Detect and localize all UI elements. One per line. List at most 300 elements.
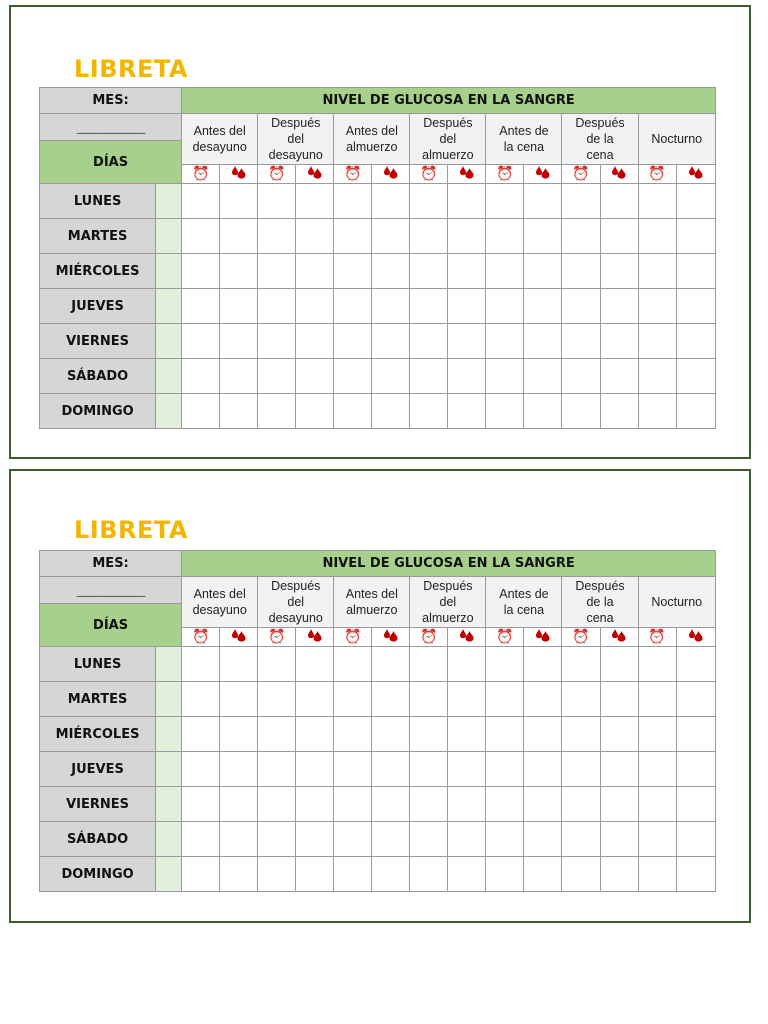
time-entry-cell[interactable]	[334, 254, 372, 289]
day-marker-cell[interactable]	[156, 717, 182, 752]
time-entry-cell[interactable]	[486, 752, 524, 787]
glucose-entry-cell[interactable]	[372, 787, 410, 822]
time-entry-cell[interactable]	[486, 219, 524, 254]
time-entry-cell[interactable]	[258, 752, 296, 787]
time-entry-cell[interactable]	[258, 787, 296, 822]
glucose-entry-cell[interactable]	[676, 359, 715, 394]
day-marker-cell[interactable]	[156, 787, 182, 822]
glucose-entry-cell[interactable]	[524, 219, 562, 254]
glucose-entry-cell[interactable]	[600, 219, 638, 254]
time-entry-cell[interactable]	[182, 359, 220, 394]
glucose-entry-cell[interactable]	[220, 717, 258, 752]
time-column-head	[486, 165, 524, 184]
blood-drop-icon	[535, 628, 551, 642]
glucose-entry-cell[interactable]	[448, 289, 486, 324]
glucose-entry-cell[interactable]	[372, 717, 410, 752]
time-entry-cell[interactable]	[486, 184, 524, 219]
glucose-entry-cell[interactable]	[524, 822, 562, 857]
meal-header	[486, 114, 562, 165]
time-entry-cell[interactable]	[562, 359, 600, 394]
time-entry-cell[interactable]	[562, 219, 600, 254]
glucose-entry-cell[interactable]	[600, 289, 638, 324]
glucose-entry-cell[interactable]	[220, 289, 258, 324]
day-row	[40, 184, 716, 219]
glucose-entry-cell[interactable]	[296, 857, 334, 892]
glucose-entry-cell[interactable]	[296, 359, 334, 394]
time-entry-cell[interactable]	[562, 647, 600, 682]
glucose-entry-cell[interactable]	[448, 717, 486, 752]
day-marker-cell[interactable]	[156, 184, 182, 219]
time-entry-cell[interactable]	[410, 752, 448, 787]
glucose-entry-cell[interactable]	[676, 219, 715, 254]
day-marker-cell[interactable]	[156, 219, 182, 254]
day-marker-cell[interactable]	[156, 857, 182, 892]
days-label: DÍAS	[40, 141, 182, 184]
time-entry-cell[interactable]	[562, 857, 600, 892]
blood-drop-icon	[231, 165, 247, 179]
glucose-entry-cell[interactable]	[676, 857, 715, 892]
glucose-entry-cell[interactable]	[448, 787, 486, 822]
day-label: VIERNES	[40, 324, 156, 359]
glucose-entry-cell[interactable]	[448, 857, 486, 892]
glucose-entry-cell[interactable]	[600, 717, 638, 752]
glucose-column-head	[220, 165, 258, 184]
meal-header	[334, 114, 410, 165]
glucose-entry-cell[interactable]	[676, 254, 715, 289]
time-entry-cell[interactable]	[334, 822, 372, 857]
glucose-entry-cell[interactable]	[220, 184, 258, 219]
glucose-entry-cell[interactable]	[448, 324, 486, 359]
glucose-entry-cell[interactable]	[372, 822, 410, 857]
meal-header	[182, 114, 258, 165]
time-entry-cell[interactable]	[182, 184, 220, 219]
time-entry-cell[interactable]	[410, 682, 448, 717]
glucose-log-table	[39, 87, 716, 429]
meal-header-line: Después	[423, 579, 473, 593]
blood-drop-icon	[307, 165, 323, 179]
time-entry-cell[interactable]	[638, 394, 676, 429]
glucose-column-head	[676, 628, 715, 647]
alarm-clock-icon: ⏰	[496, 165, 514, 182]
time-entry-cell[interactable]	[334, 184, 372, 219]
meal-header-line: Antes del	[345, 124, 398, 138]
glucose-entry-cell[interactable]	[220, 394, 258, 429]
glucose-entry-cell[interactable]	[220, 752, 258, 787]
glucose-entry-cell[interactable]	[600, 752, 638, 787]
time-entry-cell[interactable]	[638, 822, 676, 857]
glucose-entry-cell[interactable]	[676, 324, 715, 359]
glucose-entry-cell[interactable]	[372, 324, 410, 359]
blood-drop-icon	[688, 165, 704, 179]
day-label: LUNES	[40, 647, 156, 682]
glucose-entry-cell[interactable]	[524, 857, 562, 892]
glucose-entry-cell[interactable]	[296, 752, 334, 787]
day-label: MIÉRCOLES	[40, 717, 156, 752]
glucose-entry-cell[interactable]	[372, 682, 410, 717]
time-entry-cell[interactable]	[410, 857, 448, 892]
glucose-entry-cell[interactable]	[600, 787, 638, 822]
time-entry-cell[interactable]	[410, 359, 448, 394]
day-marker-cell[interactable]	[156, 394, 182, 429]
time-entry-cell[interactable]	[182, 219, 220, 254]
day-marker-cell[interactable]	[156, 647, 182, 682]
day-row	[40, 254, 716, 289]
glucose-entry-cell[interactable]	[600, 822, 638, 857]
time-entry-cell[interactable]	[182, 394, 220, 429]
meal-header-line: de la	[586, 595, 614, 609]
day-row	[40, 787, 716, 822]
day-row	[40, 717, 716, 752]
glucose-entry-cell[interactable]	[676, 394, 715, 429]
day-label: JUEVES	[40, 752, 156, 787]
blood-drop-icon	[459, 165, 475, 179]
time-entry-cell[interactable]	[410, 184, 448, 219]
glucose-entry-cell[interactable]	[448, 682, 486, 717]
day-marker-cell[interactable]	[156, 254, 182, 289]
time-entry-cell[interactable]	[486, 787, 524, 822]
time-entry-cell[interactable]	[334, 289, 372, 324]
glucose-entry-cell[interactable]	[524, 324, 562, 359]
glucose-entry-cell[interactable]	[220, 647, 258, 682]
glucose-entry-cell[interactable]	[524, 394, 562, 429]
time-entry-cell[interactable]	[562, 324, 600, 359]
glucose-entry-cell[interactable]	[600, 254, 638, 289]
time-entry-cell[interactable]	[638, 857, 676, 892]
day-row	[40, 359, 716, 394]
glucose-entry-cell[interactable]	[676, 184, 715, 219]
time-entry-cell[interactable]	[258, 394, 296, 429]
time-entry-cell[interactable]	[638, 184, 676, 219]
day-label: MARTES	[40, 682, 156, 717]
glucose-entry-cell[interactable]	[600, 394, 638, 429]
meal-header	[410, 114, 486, 165]
day-label: MIÉRCOLES	[40, 254, 156, 289]
alarm-clock-icon: ⏰	[648, 628, 666, 645]
glucose-entry-cell[interactable]	[676, 717, 715, 752]
blood-drop-icon	[459, 628, 475, 642]
time-entry-cell[interactable]	[410, 324, 448, 359]
glucose-entry-cell[interactable]	[600, 184, 638, 219]
blood-drop-icon	[307, 628, 323, 642]
day-row	[40, 822, 716, 857]
alarm-clock-icon: ⏰	[420, 628, 438, 645]
meal-header	[258, 577, 334, 628]
glucose-entry-cell[interactable]	[296, 394, 334, 429]
glucose-entry-cell[interactable]	[372, 219, 410, 254]
glucose-level-header: NIVEL DE GLUCOSA EN LA SANGRE	[182, 551, 716, 577]
glucose-entry-cell[interactable]	[220, 857, 258, 892]
blood-drop-icon	[231, 628, 247, 642]
time-entry-cell[interactable]	[182, 822, 220, 857]
time-entry-cell[interactable]	[638, 682, 676, 717]
time-entry-cell[interactable]	[638, 787, 676, 822]
meal-header-line: de la	[586, 132, 614, 146]
time-entry-cell[interactable]	[182, 324, 220, 359]
glucose-entry-cell[interactable]	[676, 647, 715, 682]
time-entry-cell[interactable]	[486, 359, 524, 394]
time-entry-cell[interactable]	[638, 254, 676, 289]
meal-header	[258, 114, 334, 165]
glucose-entry-cell[interactable]	[372, 359, 410, 394]
glucose-entry-cell[interactable]	[220, 682, 258, 717]
time-entry-cell[interactable]	[486, 324, 524, 359]
meal-header	[486, 577, 562, 628]
time-entry-cell[interactable]	[486, 254, 524, 289]
time-column-head	[182, 165, 220, 184]
time-entry-cell[interactable]	[410, 717, 448, 752]
glucose-entry-cell[interactable]	[372, 394, 410, 429]
glucose-entry-cell[interactable]	[600, 682, 638, 717]
time-entry-cell[interactable]	[182, 254, 220, 289]
glucose-entry-cell[interactable]	[220, 219, 258, 254]
glucose-entry-cell[interactable]	[600, 857, 638, 892]
glucose-entry-cell[interactable]	[524, 647, 562, 682]
glucose-entry-cell[interactable]	[372, 184, 410, 219]
glucose-entry-cell[interactable]	[448, 254, 486, 289]
meal-header	[410, 577, 486, 628]
time-entry-cell[interactable]	[486, 717, 524, 752]
glucose-entry-cell[interactable]	[220, 359, 258, 394]
glucose-entry-cell[interactable]	[600, 324, 638, 359]
time-entry-cell[interactable]	[334, 359, 372, 394]
day-row	[40, 647, 716, 682]
time-entry-cell[interactable]	[258, 359, 296, 394]
time-column-head	[562, 165, 600, 184]
time-entry-cell[interactable]	[258, 647, 296, 682]
alarm-clock-icon: ⏰	[191, 628, 210, 645]
glucose-entry-cell[interactable]	[372, 752, 410, 787]
time-entry-cell[interactable]	[410, 822, 448, 857]
day-label: DOMINGO	[40, 394, 156, 429]
month-label: MES:	[40, 88, 182, 114]
time-entry-cell[interactable]	[258, 184, 296, 219]
glucose-entry-cell[interactable]	[220, 254, 258, 289]
time-entry-cell[interactable]	[258, 254, 296, 289]
alarm-clock-icon: ⏰	[344, 628, 362, 645]
glucose-entry-cell[interactable]	[524, 787, 562, 822]
time-entry-cell[interactable]	[562, 822, 600, 857]
time-entry-cell[interactable]	[486, 289, 524, 324]
day-marker-cell[interactable]	[156, 324, 182, 359]
meal-header-line: cena	[586, 148, 614, 162]
alarm-clock-icon: ⏰	[420, 165, 438, 182]
time-entry-cell[interactable]	[258, 857, 296, 892]
glucose-entry-cell[interactable]	[524, 359, 562, 394]
time-entry-cell[interactable]	[258, 324, 296, 359]
glucose-entry-cell[interactable]	[676, 822, 715, 857]
glucose-entry-cell[interactable]	[676, 787, 715, 822]
time-entry-cell[interactable]	[182, 787, 220, 822]
month-input-line[interactable]: _______________	[40, 114, 182, 141]
glucose-entry-cell[interactable]	[296, 682, 334, 717]
glucose-entry-cell[interactable]	[220, 324, 258, 359]
glucose-entry-cell[interactable]	[524, 717, 562, 752]
blood-drop-icon	[535, 165, 551, 179]
time-entry-cell[interactable]	[258, 289, 296, 324]
glucose-entry-cell[interactable]	[600, 647, 638, 682]
time-column-head	[638, 628, 676, 647]
glucose-entry-cell[interactable]	[296, 254, 334, 289]
glucose-entry-cell[interactable]	[448, 647, 486, 682]
meal-header-line: del	[439, 595, 457, 609]
time-column-head	[562, 628, 600, 647]
glucose-entry-cell[interactable]	[220, 787, 258, 822]
blood-drop-icon	[383, 628, 399, 642]
glucose-entry-cell[interactable]	[524, 752, 562, 787]
glucose-entry-cell[interactable]	[448, 822, 486, 857]
meal-header-line: la cena	[503, 603, 545, 617]
time-entry-cell[interactable]	[334, 787, 372, 822]
glucose-entry-cell[interactable]	[676, 682, 715, 717]
time-entry-cell[interactable]	[334, 857, 372, 892]
time-entry-cell[interactable]	[562, 682, 600, 717]
glucose-column-head	[524, 165, 562, 184]
glucose-entry-cell[interactable]	[676, 752, 715, 787]
day-marker-cell[interactable]	[156, 822, 182, 857]
glucose-entry-cell[interactable]	[220, 822, 258, 857]
time-column-head	[410, 628, 448, 647]
glucose-column-head	[296, 628, 334, 647]
time-entry-cell[interactable]	[410, 787, 448, 822]
glucose-entry-cell[interactable]	[296, 289, 334, 324]
time-entry-cell[interactable]	[486, 822, 524, 857]
day-row	[40, 857, 716, 892]
glucose-entry-cell[interactable]	[524, 289, 562, 324]
time-entry-cell[interactable]	[410, 254, 448, 289]
time-entry-cell[interactable]	[410, 647, 448, 682]
meal-header	[562, 577, 638, 628]
blood-drop-icon	[611, 165, 627, 179]
time-entry-cell[interactable]	[562, 394, 600, 429]
time-entry-cell[interactable]	[334, 324, 372, 359]
meal-header-line: Antes de	[499, 124, 549, 138]
time-entry-cell[interactable]	[638, 752, 676, 787]
time-column-head	[410, 165, 448, 184]
time-entry-cell[interactable]	[410, 219, 448, 254]
time-entry-cell[interactable]	[182, 752, 220, 787]
glucose-entry-cell[interactable]	[524, 184, 562, 219]
alarm-clock-icon: ⏰	[572, 628, 590, 645]
time-entry-cell[interactable]	[638, 359, 676, 394]
day-label: VIERNES	[40, 787, 156, 822]
time-entry-cell[interactable]	[410, 289, 448, 324]
glucose-column-head	[600, 165, 638, 184]
time-entry-cell[interactable]	[182, 717, 220, 752]
time-entry-cell[interactable]	[182, 647, 220, 682]
meal-header-line: Después	[271, 116, 321, 130]
day-marker-cell[interactable]	[156, 359, 182, 394]
meal-header-line: del	[287, 595, 305, 609]
time-entry-cell[interactable]	[638, 324, 676, 359]
time-entry-cell[interactable]	[638, 289, 676, 324]
day-marker-cell[interactable]	[156, 752, 182, 787]
meal-header-line: almuerzo	[422, 148, 474, 162]
glucose-entry-cell[interactable]	[448, 394, 486, 429]
time-entry-cell[interactable]	[182, 289, 220, 324]
time-entry-cell[interactable]	[562, 254, 600, 289]
time-entry-cell[interactable]	[562, 289, 600, 324]
meal-header	[638, 114, 715, 165]
glucose-entry-cell[interactable]	[372, 289, 410, 324]
time-entry-cell[interactable]	[182, 857, 220, 892]
day-label: SÁBADO	[40, 822, 156, 857]
glucose-entry-cell[interactable]	[296, 717, 334, 752]
glucose-entry-cell[interactable]	[296, 219, 334, 254]
time-column-head	[334, 628, 372, 647]
time-entry-cell[interactable]	[258, 682, 296, 717]
meal-header-line: Antes del	[193, 587, 246, 601]
time-entry-cell[interactable]	[638, 219, 676, 254]
time-entry-cell[interactable]	[258, 717, 296, 752]
glucose-column-head	[448, 165, 486, 184]
alarm-clock-icon: ⏰	[344, 165, 362, 182]
meal-header-line: Después	[575, 579, 625, 593]
time-entry-cell[interactable]	[638, 647, 676, 682]
glucose-entry-cell[interactable]	[372, 254, 410, 289]
meal-header-line: desayuno	[192, 140, 247, 154]
glucose-entry-cell[interactable]	[296, 184, 334, 219]
meal-header-line: almuerzo	[346, 603, 398, 617]
time-entry-cell[interactable]	[334, 717, 372, 752]
time-entry-cell[interactable]	[562, 184, 600, 219]
time-entry-cell[interactable]	[182, 682, 220, 717]
time-column-head	[182, 628, 220, 647]
month-input-line[interactable]: _______________	[40, 577, 182, 604]
glucose-entry-cell[interactable]	[372, 647, 410, 682]
glucose-entry-cell[interactable]	[524, 254, 562, 289]
day-marker-cell[interactable]	[156, 682, 182, 717]
glucose-entry-cell[interactable]	[676, 289, 715, 324]
time-entry-cell[interactable]	[334, 647, 372, 682]
time-entry-cell[interactable]	[334, 752, 372, 787]
glucose-entry-cell[interactable]	[296, 822, 334, 857]
glucose-entry-cell[interactable]	[448, 359, 486, 394]
time-entry-cell[interactable]	[638, 717, 676, 752]
time-entry-cell[interactable]	[486, 394, 524, 429]
glucose-entry-cell[interactable]	[448, 752, 486, 787]
time-entry-cell[interactable]	[334, 219, 372, 254]
meal-header-line: Después	[575, 116, 625, 130]
glucose-entry-cell[interactable]	[296, 647, 334, 682]
glucose-entry-cell[interactable]	[448, 219, 486, 254]
time-entry-cell[interactable]	[562, 717, 600, 752]
time-entry-cell[interactable]	[410, 394, 448, 429]
glucose-entry-cell[interactable]	[296, 324, 334, 359]
day-marker-cell[interactable]	[156, 289, 182, 324]
time-entry-cell[interactable]	[258, 219, 296, 254]
time-entry-cell[interactable]	[334, 682, 372, 717]
time-entry-cell[interactable]	[486, 682, 524, 717]
meal-header-line: Nocturno	[651, 132, 703, 146]
glucose-entry-cell[interactable]	[524, 682, 562, 717]
time-entry-cell[interactable]	[562, 752, 600, 787]
glucose-entry-cell[interactable]	[600, 359, 638, 394]
time-entry-cell[interactable]	[562, 787, 600, 822]
glucose-level-header: NIVEL DE GLUCOSA EN LA SANGRE	[182, 88, 716, 114]
meal-header-line: del	[287, 132, 305, 146]
time-column-head	[638, 165, 676, 184]
time-column-head	[258, 628, 296, 647]
glucose-entry-cell[interactable]	[448, 184, 486, 219]
time-entry-cell[interactable]	[486, 647, 524, 682]
day-row	[40, 289, 716, 324]
glucose-entry-cell[interactable]	[372, 857, 410, 892]
alarm-clock-icon: ⏰	[268, 165, 286, 182]
time-entry-cell[interactable]	[258, 822, 296, 857]
glucose-entry-cell[interactable]	[296, 787, 334, 822]
time-entry-cell[interactable]	[486, 857, 524, 892]
time-entry-cell[interactable]	[334, 394, 372, 429]
